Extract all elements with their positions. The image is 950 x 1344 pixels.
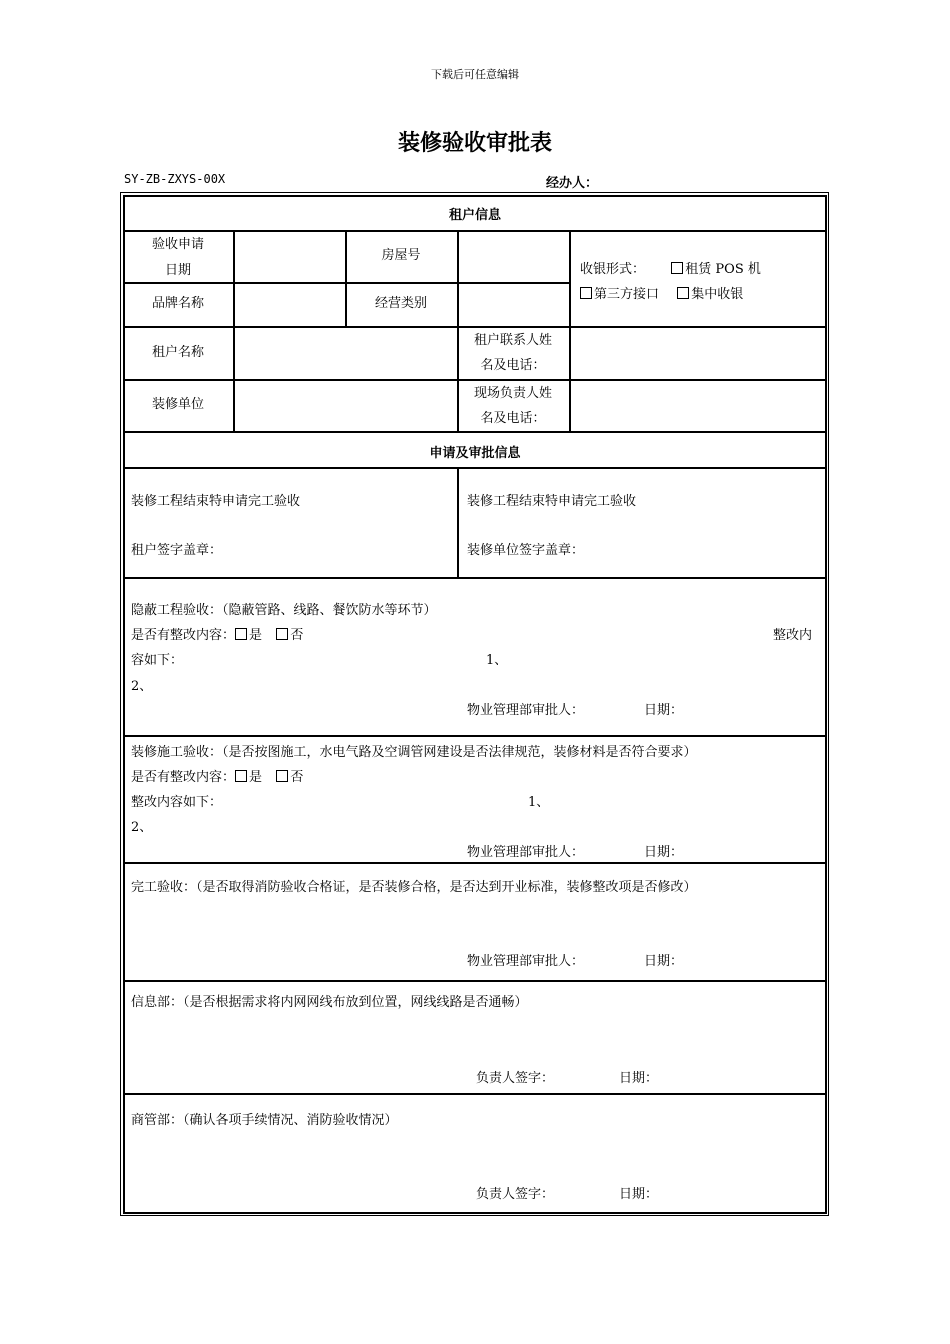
info-dept-date: 日期： [619,1071,659,1086]
tenant-contact-label [457,328,569,378]
checkbox-hidden-yes[interactable] [235,628,247,640]
hidden-works-item-1: 1、 [486,653,508,668]
commerce-dept-signature: 负责人签字： [476,1187,555,1202]
hidden-works-content-prefix: 容如下： [131,653,184,668]
tenant-contact-value[interactable] [572,329,826,378]
column-divider [569,230,571,431]
checkbox-hidden-no[interactable] [276,628,288,640]
decoration-unit-label: 装修单位 [151,397,204,412]
completion-heading: 完工验收：（是否取得消防验收合格证，是否装修合格，是否达到开业标准，装修整改项是否修改） [131,880,697,895]
tenant-name-label: 租户名称 [151,345,204,360]
decoration-unit-value[interactable] [236,382,456,430]
header-note: 下载后可任意编辑 [431,68,519,81]
row-divider [123,735,827,737]
row-divider [123,467,827,469]
cashier-label: 收银形式： [580,262,646,277]
room-number-value[interactable] [460,232,568,281]
option-third-party: 第三方接口 [594,287,660,302]
row-divider [123,431,827,433]
unit-request-text: 装修工程结束特申请完工验收 [467,494,637,509]
acceptance-date-value[interactable] [236,232,344,281]
row-divider [123,980,827,982]
column-divider [233,230,235,431]
construction-no-label: 否 [290,770,304,785]
brand-name-label: 品牌名称 [151,296,204,311]
business-type-label: 经营类别 [374,296,427,311]
completion-date: 日期： [644,954,684,969]
hidden-works-approver: 物业管理部审批人： [467,703,585,718]
construction-date: 日期： [644,845,684,860]
acceptance-date-label-line2: 日期 [164,263,191,278]
site-manager-label-line1: 现场负责人姓 [473,386,552,401]
checkbox-construction-yes[interactable] [235,770,247,782]
tenant-request-text: 装修工程结束特申请完工验收 [131,494,301,509]
hidden-works-rectify-tail: 整改内 [773,628,813,643]
acceptance-date-label-line1: 验收申请 [151,237,204,252]
column-divider [457,467,459,577]
hidden-works-heading: 隐蔽工程验收：（隐蔽管路、线路、餐饮防水等环节） [131,603,437,618]
hidden-yes-label: 是 [249,628,263,643]
tenant-section-title: 租户信息 [448,208,501,223]
construction-heading: 装修施工验收：（是否按图施工，水电气路及空调管网建设是否法律规范，装修材料是否符合要求） [131,745,697,760]
info-dept-signature: 负责人签字： [476,1071,555,1086]
site-manager-label-line2: 名及电话： [480,411,546,426]
commerce-dept-heading: 商管部：（确认各项手续情况、消防验收情况） [131,1113,398,1128]
checkbox-pos[interactable] [671,262,683,274]
checkbox-construction-no[interactable] [276,770,288,782]
acceptance-date-label [123,232,233,284]
construction-item-2: 2、 [131,820,153,835]
option-central-cashier: 集中收银 [691,287,744,302]
form-title: 装修验收审批表 [397,131,552,156]
hidden-works-rectify-question: 是否有整改内容： [131,628,236,643]
row-divider [123,862,827,864]
approval-section-title: 申请及审批信息 [429,446,521,461]
hidden-works-rectify [131,624,303,643]
site-manager-value[interactable] [572,382,826,430]
cashier-method-row2 [580,283,743,302]
form-code: SY-ZB-ZXYS-00X [124,172,226,186]
construction-rectify-question: 是否有整改内容： [131,770,236,785]
construction-content-label: 整改内容如下： [131,795,223,810]
construction-approver: 物业管理部审批人： [467,845,585,860]
site-manager-label [457,381,569,431]
brand-name-value[interactable] [236,285,344,325]
row-divider [123,1093,827,1095]
hidden-works-item-2: 2、 [131,679,153,694]
room-number-label: 房屋号 [381,248,421,263]
cashier-method [580,258,761,277]
hidden-no-label: 否 [290,628,304,643]
info-dept-heading: 信息部：（是否根据需求将内网网线布放到位置，网线线路是否通畅） [131,995,528,1010]
option-pos: 租赁 POS 机 [685,262,761,277]
unit-signature-label: 装修单位签字盖章： [467,543,585,558]
tenant-contact-label-line1: 租户联系人姓 [473,333,552,348]
tenant-signature-label: 租户签字盖章： [131,543,223,558]
row-divider [123,577,827,579]
construction-rectify [131,766,303,785]
checkbox-third-party[interactable] [580,287,592,299]
hidden-works-date: 日期： [644,703,684,718]
construction-yes-label: 是 [249,770,263,785]
checkbox-central-cashier[interactable] [677,287,689,299]
handler-label: 经办人： [546,176,599,191]
commerce-dept-date: 日期： [619,1187,659,1202]
tenant-contact-label-line2: 名及电话： [480,358,546,373]
business-type-value[interactable] [460,285,568,325]
completion-approver: 物业管理部审批人： [467,954,585,969]
construction-item-1: 1、 [528,795,550,810]
tenant-name-value[interactable] [236,329,456,378]
